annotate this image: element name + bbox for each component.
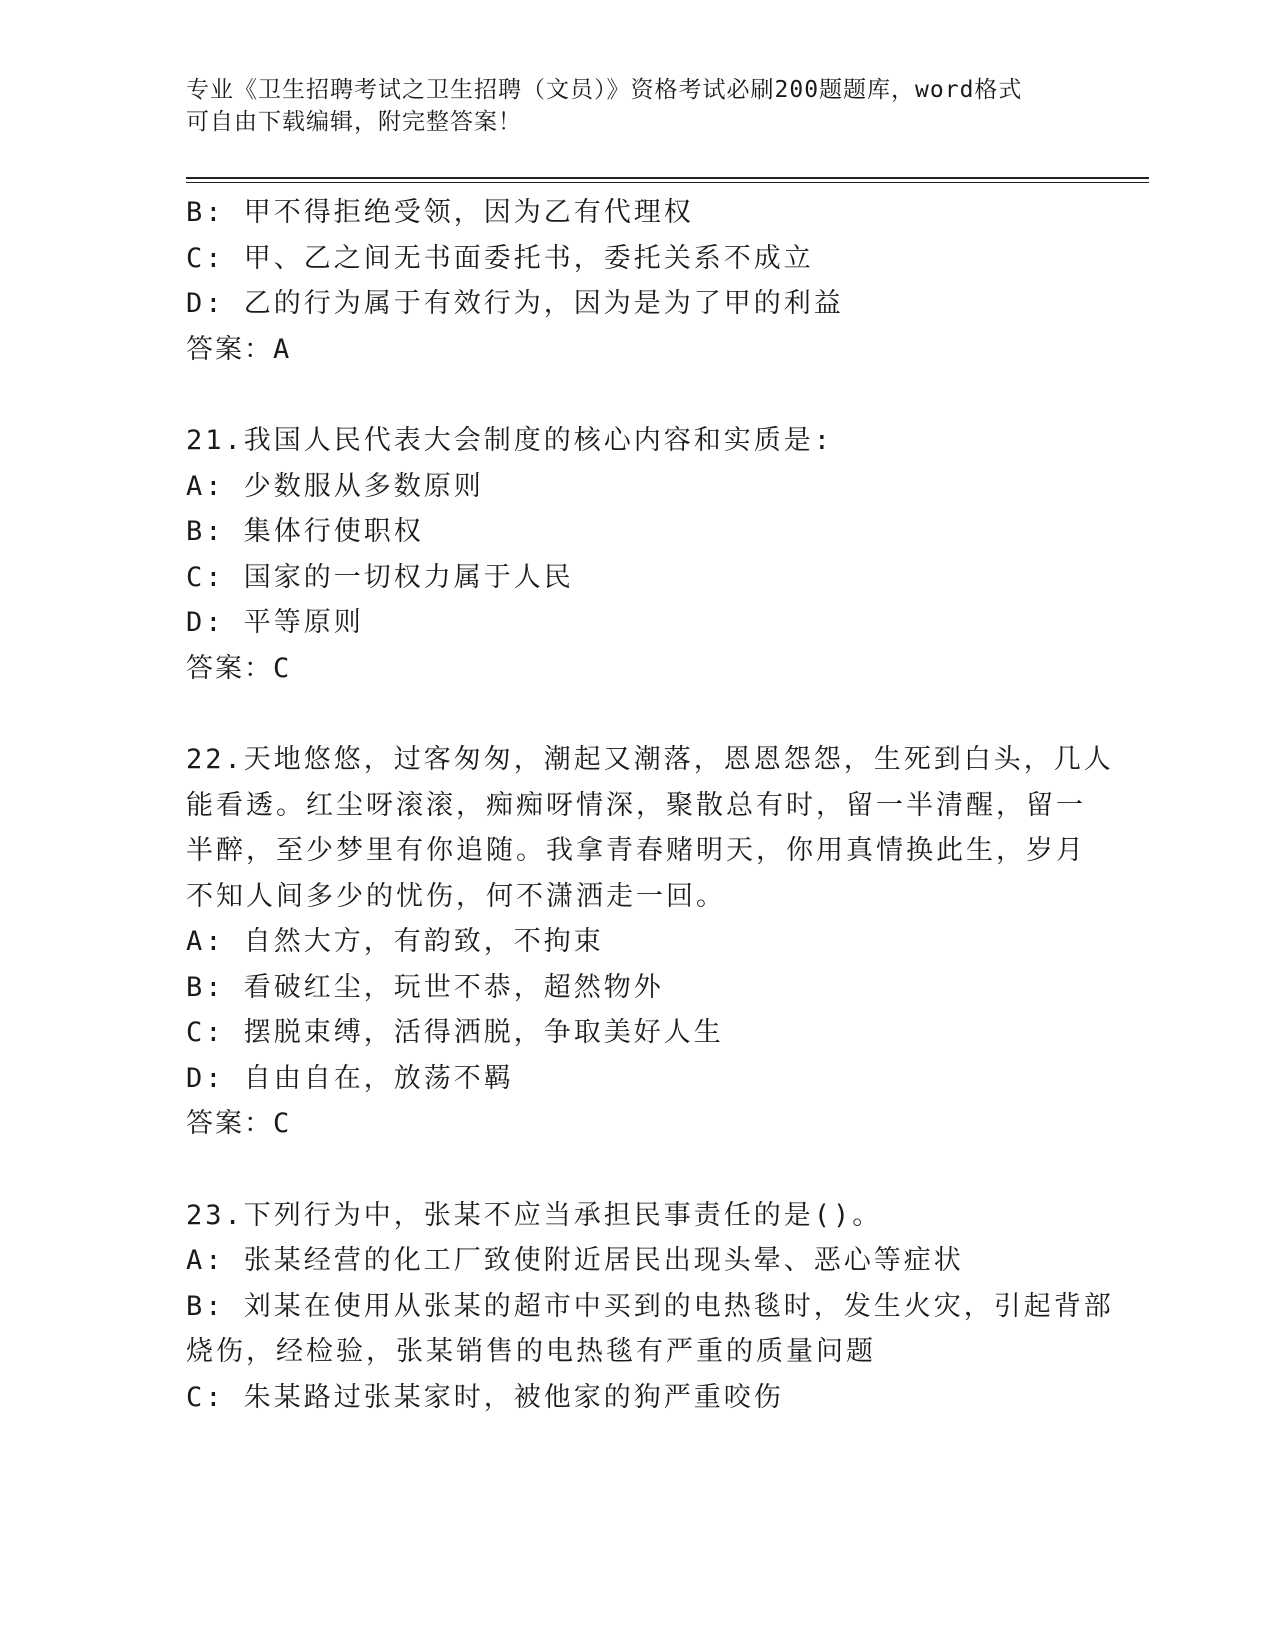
option-a: A: 少数服从多数原则 <box>186 470 484 502</box>
option-b: B: 看破红尘，玩世不恭，超然物外 <box>186 971 664 1003</box>
question-22-stem: 半醉，至少梦里有你追随。我拿青春赌明天，你用真情换此生，岁月 <box>186 835 1086 866</box>
question-content <box>186 190 1114 1420</box>
option-b: B: 刘某在使用从张某的超市中买到的电热毯时，发生火灾，引起背部 <box>186 1290 1114 1322</box>
option-d: D: 自由自在，放荡不羁 <box>186 1062 514 1094</box>
option-a: A: 张某经营的化工厂致使附近居民出现头晕、恶心等症状 <box>186 1245 964 1276</box>
spacer <box>186 372 1086 418</box>
header-title-line-1: 专业《卫生招聘考试之卫生招聘（文员）》资格考试必刷200题题库，word格式 <box>186 77 1023 103</box>
option-d: D: 乙的行为属于有效行为，因为是为了甲的利益 <box>186 288 844 319</box>
option-b-continued: 烧伤，经检验，张某销售的电热毯有严重的质量问题 <box>186 1336 876 1367</box>
page-header <box>186 74 1086 138</box>
question-23-stem: 23.下列行为中，张某不应当承担民事责任的是()。 <box>186 1199 883 1231</box>
header-divider-thick <box>186 177 1149 179</box>
answer-line: 答案：A <box>186 333 292 365</box>
answer-line: 答案：C <box>186 1108 292 1139</box>
option-c: C: 朱某路过张某家时，被他家的狗严重咬伤 <box>186 1381 784 1413</box>
option-a: A: 自然大方，有韵致，不拘束 <box>186 926 604 957</box>
question-22-stem: 能看透。红尘呀滚滚，痴痴呀情深，聚散总有时，留一半清醒，留一 <box>186 789 1086 821</box>
question-22-stem: 不知人间多少的忧伤，何不潇洒走一回。 <box>186 880 726 912</box>
option-b: B: 集体行使职权 <box>186 516 424 547</box>
header-title-line-2: 可自由下载编辑，附完整答案！ <box>186 109 522 135</box>
option-c: C: 摆脱束缚，活得洒脱，争取美好人生 <box>186 1017 724 1048</box>
question-22-stem: 22.天地悠悠，过客匆匆，潮起又潮落，恩恩怨怨，生死到白头，几人 <box>186 744 1114 775</box>
question-21-stem: 21.我国人民代表大会制度的核心内容和实质是: <box>186 425 834 456</box>
option-b: B: 甲不得拒绝受领，因为乙有代理权 <box>186 197 694 228</box>
answer-line: 答案：C <box>186 652 292 684</box>
option-c: C: 甲、乙之间无书面委托书，委托关系不成立 <box>186 242 814 274</box>
option-c: C: 国家的一切权力属于人民 <box>186 561 574 593</box>
header-divider-thin <box>186 182 1149 183</box>
spacer <box>186 1147 1086 1193</box>
spacer <box>186 691 1086 737</box>
option-d: D: 平等原则 <box>186 607 364 638</box>
